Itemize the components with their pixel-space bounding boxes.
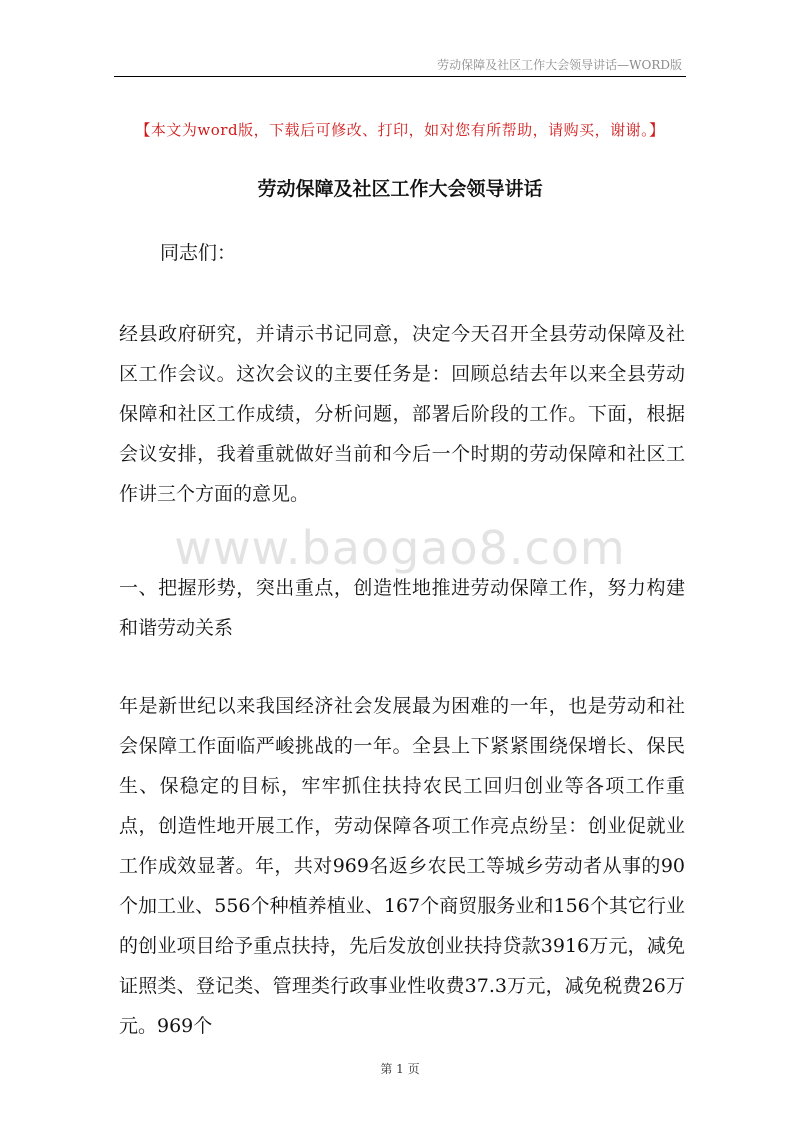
running-header: 劳动保障及社区工作大会领导讲话—WORD版 xyxy=(437,58,682,72)
section-heading-1: 一、把握形势，突出重点，创造性地推进劳动保障工作，努力构建和谐劳动关系 xyxy=(119,577,685,639)
salutation: 同志们： xyxy=(160,242,237,264)
paragraph-section-1: 年是新世纪以来我国经济社会发展最为困难的一年，也是劳动和社会保障工作面临严峻挑战的一年。全县上下紧紧围绕保增长、保民生、保稳定的目标，牢牢抓住扶持农民工回归创业等各项工作重点，创造性地开展工作，劳动保障各项工作亮点纷呈：创业促就业工作成效显著。年，共对969名返乡农民工等城乡劳动者从事的90个加工业、556个种植养植业、167个商贸服务业和156个其它行业的创业项目给予重点扶持，先后发放创业扶持贷款3916万元，减免证照类、登记类、管理类行政事业性收费37.3万元，减免税费26万元。969个 xyxy=(119,695,685,1037)
paragraph-intro: 经县政府研究，并请示书记同意，决定今天召开全县劳动保障及社区工作会议。这次会议的主要任务是：回顾总结去年以来全县劳动保障和社区工作成绩，分析问题，部署后阶段的工作。下面，根据会议安排，我着重就做好当前和今后一个时期的劳动保障和社区工作讲三个方面的意见。 xyxy=(119,323,685,505)
document-title: 劳动保障及社区工作大会领导讲话 xyxy=(257,178,543,200)
purchase-notice: 【本文为word版，下载后可修改、打印，如对您有所帮助，请购买，谢谢。】 xyxy=(135,121,665,139)
header-divider xyxy=(114,76,686,77)
watermark: www.baogao8.com xyxy=(174,521,626,575)
page-number: 第 1 页 xyxy=(380,1062,420,1076)
